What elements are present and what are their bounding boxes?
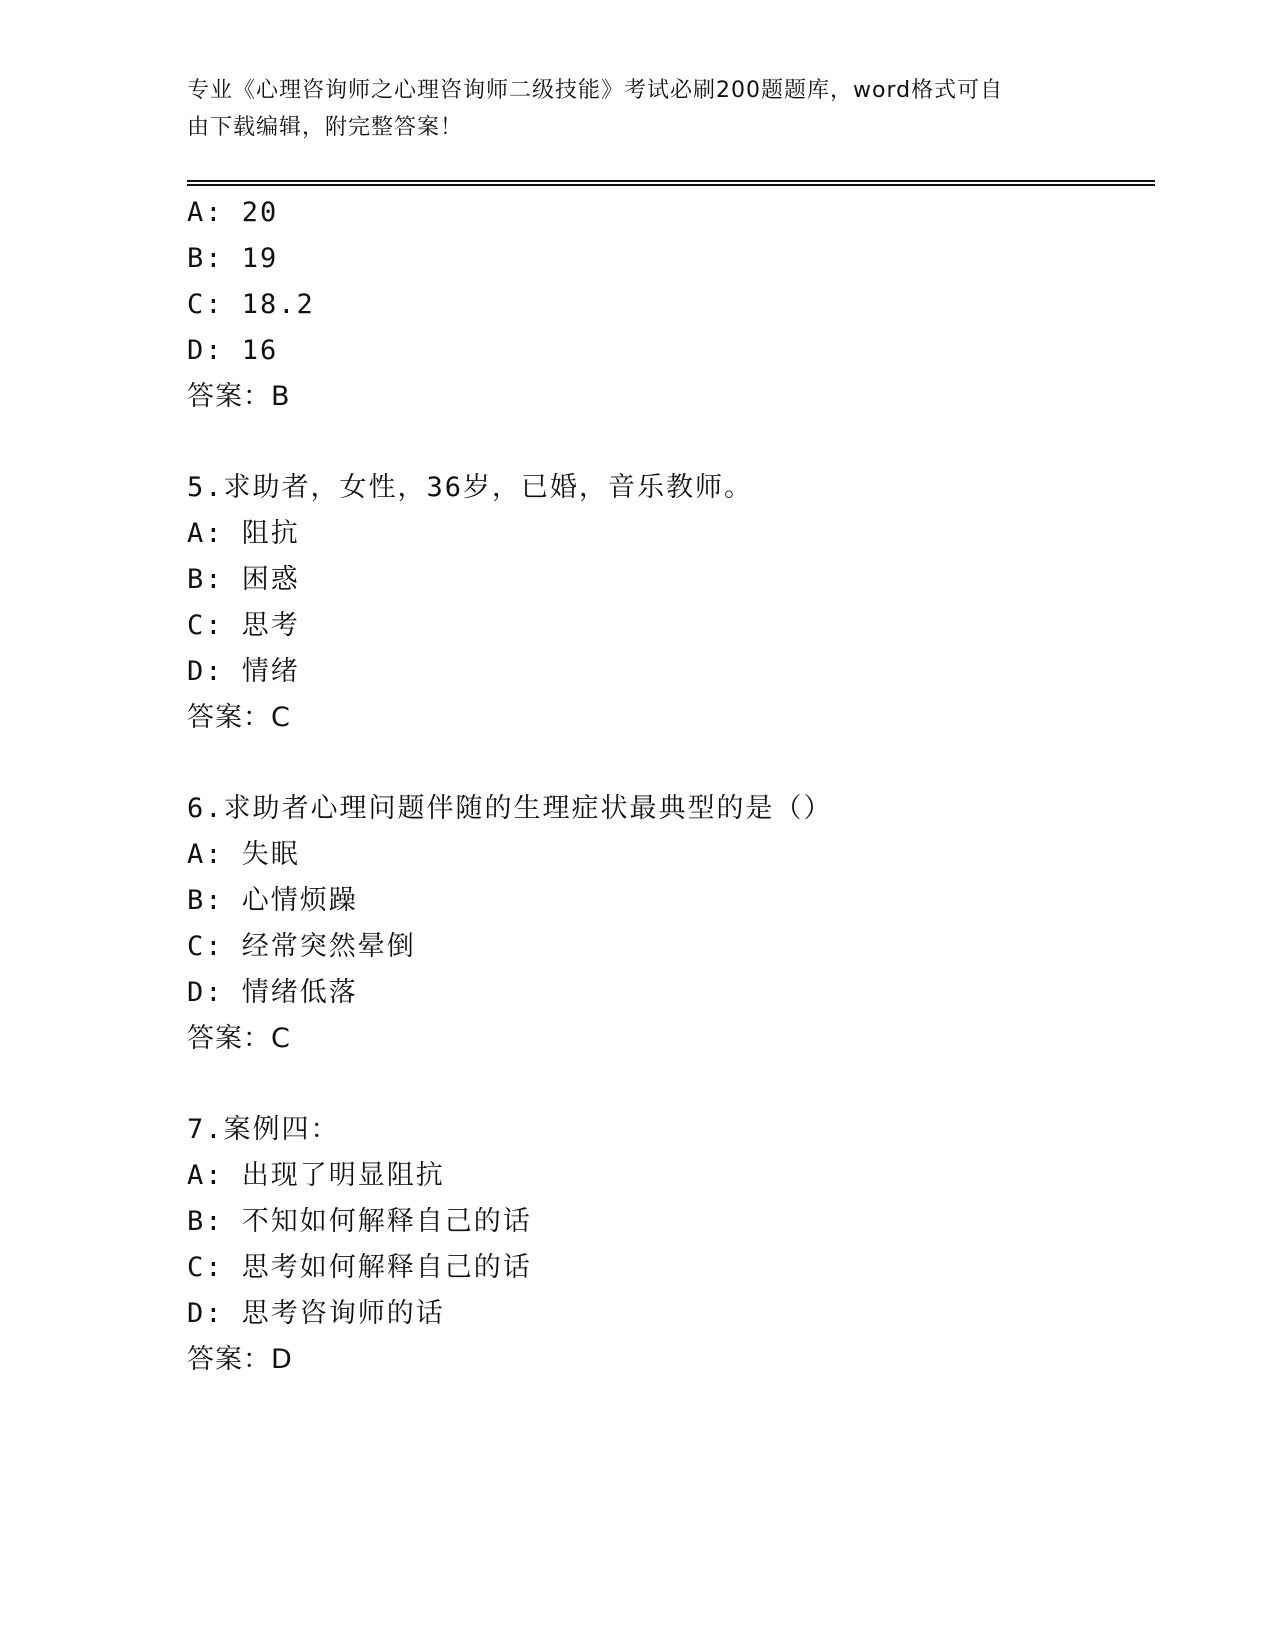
option-b: B: 困惑 <box>187 564 300 595</box>
header-divider-top <box>187 180 1155 182</box>
question-list <box>187 190 1147 1383</box>
header-line-1: 专业《心理咨询师之心理咨询师二级技能》考试必刷200题题库，word格式可自 <box>187 78 1004 103</box>
question-5-block <box>187 465 1147 741</box>
option-a: A: 阻抗 <box>187 518 300 549</box>
option-a: A: 失眠 <box>187 839 300 870</box>
header-divider-bottom <box>187 184 1155 186</box>
option-a: A: 出现了明显阻抗 <box>187 1160 445 1191</box>
question-7-block <box>187 1107 1147 1383</box>
answer-line: 答案：C <box>187 1023 291 1054</box>
question-text: 6.求助者心理问题伴随的生理症状最典型的是（） <box>187 793 833 824</box>
answer-line: 答案：D <box>187 1344 293 1375</box>
option-c: C: 思考如何解释自己的话 <box>187 1252 532 1283</box>
answer-line: 答案：B <box>187 381 291 412</box>
option-b: B: 心情烦躁 <box>187 885 358 916</box>
option-d: D: 情绪低落 <box>187 977 358 1008</box>
option-b: B: 不知如何解释自己的话 <box>187 1206 532 1237</box>
option-c: C: 18.2 <box>187 289 315 320</box>
option-c: C: 经常突然晕倒 <box>187 931 416 962</box>
header-line-2: 由下载编辑，附完整答案！ <box>187 115 464 140</box>
option-d: D: 16 <box>187 335 279 366</box>
option-c: C: 思考 <box>187 610 300 641</box>
option-b: B: 19 <box>187 243 279 274</box>
option-d: D: 情绪 <box>187 656 300 687</box>
question-text: 7.案例四： <box>187 1114 340 1145</box>
option-d: D: 思考咨询师的话 <box>187 1298 445 1329</box>
question-text: 5.求助者，女性，36岁，已婚，音乐教师。 <box>187 472 754 503</box>
option-a: A: 20 <box>187 197 279 228</box>
answer-line: 答案：C <box>187 702 291 733</box>
document-header <box>187 72 1067 146</box>
question-4-block <box>187 190 1147 420</box>
question-6-block <box>187 786 1147 1062</box>
